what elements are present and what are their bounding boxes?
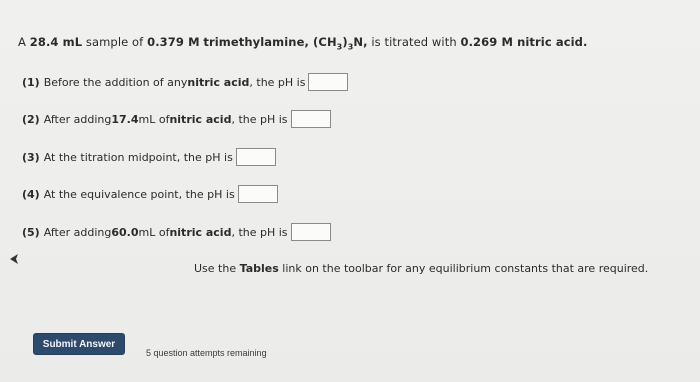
submit-answer-button[interactable]: Submit Answer bbox=[33, 333, 125, 355]
compound-name: trimethylamine, $(CH_3)_3N$, bbox=[203, 35, 368, 52]
tables-hint: Use the Tables link on the toolbar for any equilibrium constants that are required. bbox=[194, 262, 649, 275]
question-4: (4) At the equivalence point, the pH is bbox=[22, 185, 278, 203]
ph-answer-input-5[interactable] bbox=[291, 223, 331, 241]
question-number: (5) bbox=[22, 225, 40, 239]
problem-text: sample of bbox=[82, 35, 148, 49]
question-5: (5) After adding 60.0 mL of nitric acid , the pH is bbox=[22, 223, 331, 241]
ph-answer-input-2[interactable] bbox=[291, 110, 331, 128]
ph-answer-input-3[interactable] bbox=[236, 148, 276, 166]
problem-statement bbox=[18, 35, 587, 51]
sample-concentration: 0.379 M bbox=[147, 35, 200, 49]
question-number: (3) bbox=[22, 150, 40, 164]
question-2: (2) After adding 17.4 mL of nitric acid , the pH is bbox=[22, 110, 331, 128]
tables-link-reference: Tables bbox=[239, 262, 279, 275]
titrant-name: nitric acid. bbox=[513, 35, 588, 49]
titrant-concentration: 0.269 M bbox=[460, 35, 513, 49]
attempts-remaining: 5 question attempts remaining bbox=[146, 348, 267, 358]
problem-text: is titrated with bbox=[367, 35, 461, 49]
ph-answer-input-1[interactable] bbox=[308, 73, 348, 91]
question-3: (3) At the titration midpoint, the pH is bbox=[22, 148, 276, 166]
ph-answer-input-4[interactable] bbox=[238, 185, 278, 203]
question-1: (1) Before the addition of any nitric acid , the pH is bbox=[22, 73, 348, 91]
sample-volume: 28.4 mL bbox=[29, 35, 83, 49]
problem-text: A bbox=[18, 35, 30, 49]
question-number: (2) bbox=[22, 112, 40, 126]
question-number: (4) bbox=[22, 187, 40, 201]
mouse-pointer-icon bbox=[9, 253, 19, 265]
question-number: (1) bbox=[22, 75, 40, 89]
